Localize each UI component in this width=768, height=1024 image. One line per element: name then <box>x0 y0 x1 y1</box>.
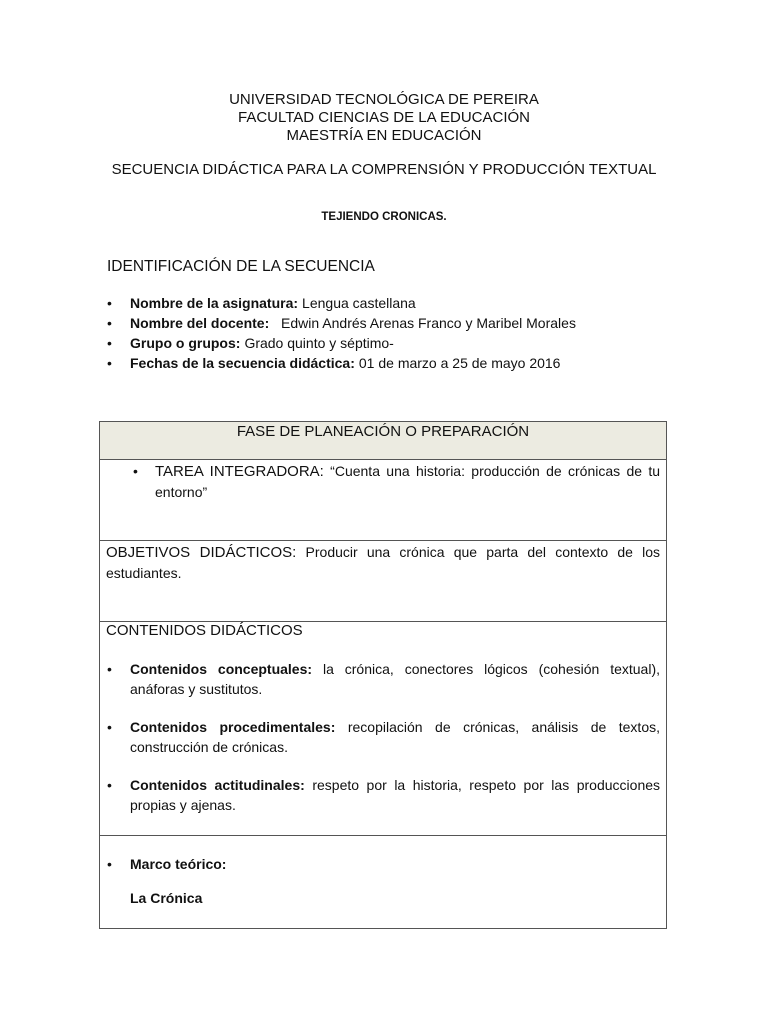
tarea-text: “Cuenta una historia: producción de crónicas de tu entorno” <box>155 463 661 500</box>
contenido-label: Contenidos procedimentales: <box>130 719 336 735</box>
contenidos-cell <box>100 622 667 836</box>
list-item <box>107 293 576 313</box>
objetivos-cell <box>100 541 667 622</box>
tarea-cell <box>100 460 667 541</box>
contenido-text: la crónica, conectores lógicos (cohesión textual), anáforas y sustitutos. <box>130 661 660 697</box>
document-header <box>0 91 768 145</box>
item-value: Lengua castellana <box>302 295 416 311</box>
identification-heading: IDENTIFICACIÓN DE LA SECUENCIA <box>107 258 375 275</box>
identification-list <box>107 293 576 373</box>
bullet-icon: • <box>107 719 112 735</box>
item-label: Fechas de la secuencia didáctica: <box>130 355 355 371</box>
program-name: MAESTRÍA EN EDUCACIÓN <box>286 127 482 144</box>
item-label: Nombre de la asignatura: <box>130 295 299 311</box>
bullet-icon: • <box>107 777 112 793</box>
item-label: Grupo o grupos: <box>130 335 241 351</box>
tarea-label: TAREA INTEGRADORA: <box>155 463 324 480</box>
bullet-icon: • <box>107 295 112 311</box>
list-item <box>107 333 576 353</box>
list-item <box>107 353 576 373</box>
contenido-text: recopilación de crónicas, análisis de textos, construcción de crónicas. <box>130 719 660 755</box>
objetivos-text: Producir una crónica que parta del contexto de los estudiantes. <box>106 544 660 581</box>
contenido-text: respeto por la historia, respeto por las producciones propias y ajenas. <box>130 777 661 813</box>
marco-subheading: La Crónica <box>130 890 203 906</box>
phase-header-cell <box>100 422 667 460</box>
faculty-name: FACULTAD CIENCIAS DE LA EDUCACIÓN <box>237 109 530 126</box>
document-subtitle: TEJIENDO CRONICAS. <box>321 211 447 223</box>
document-title: SECUENCIA DIDÁCTICA PARA LA COMPRENSIÓN Y PRODUCCIÓN TEXTUAL <box>111 161 657 178</box>
bullet-icon: • <box>133 463 138 479</box>
phase-header: FASE DE PLANEACIÓN O PREPARACIÓN <box>236 423 530 440</box>
bullet-icon: • <box>107 315 112 331</box>
item-label: Nombre del docente: <box>130 315 270 331</box>
marco-cell <box>100 836 667 929</box>
bullet-icon: • <box>107 355 112 371</box>
item-value: Grado quinto y séptimo- <box>244 335 394 351</box>
bullet-icon: • <box>107 335 112 351</box>
planning-table <box>99 421 667 929</box>
objetivos-line <box>106 541 660 583</box>
bullet-icon: • <box>107 661 112 677</box>
contenido-label: Contenidos actitudinales: <box>130 777 305 793</box>
university-name: UNIVERSIDAD TECNOLÓGICA DE PEREIRA <box>229 91 539 108</box>
contenido-item <box>106 659 660 699</box>
contenidos-heading: CONTENIDOS DIDÁCTICOS <box>106 622 303 639</box>
contenido-item <box>106 775 660 815</box>
bullet-icon: • <box>107 856 112 872</box>
list-item <box>107 313 576 333</box>
contenido-label: Contenidos conceptuales: <box>130 661 313 677</box>
item-value: 01 de marzo a 25 de mayo 2016 <box>358 355 561 371</box>
tarea-line <box>106 460 660 502</box>
objetivos-label: OBJETIVOS DIDÁCTICOS: <box>106 544 297 561</box>
marco-label: Marco teórico: <box>130 856 227 872</box>
contenido-item <box>106 717 660 757</box>
marco-line <box>106 856 660 872</box>
item-value: Edwin Andrés Arenas Franco y Maribel Morales <box>273 315 576 331</box>
